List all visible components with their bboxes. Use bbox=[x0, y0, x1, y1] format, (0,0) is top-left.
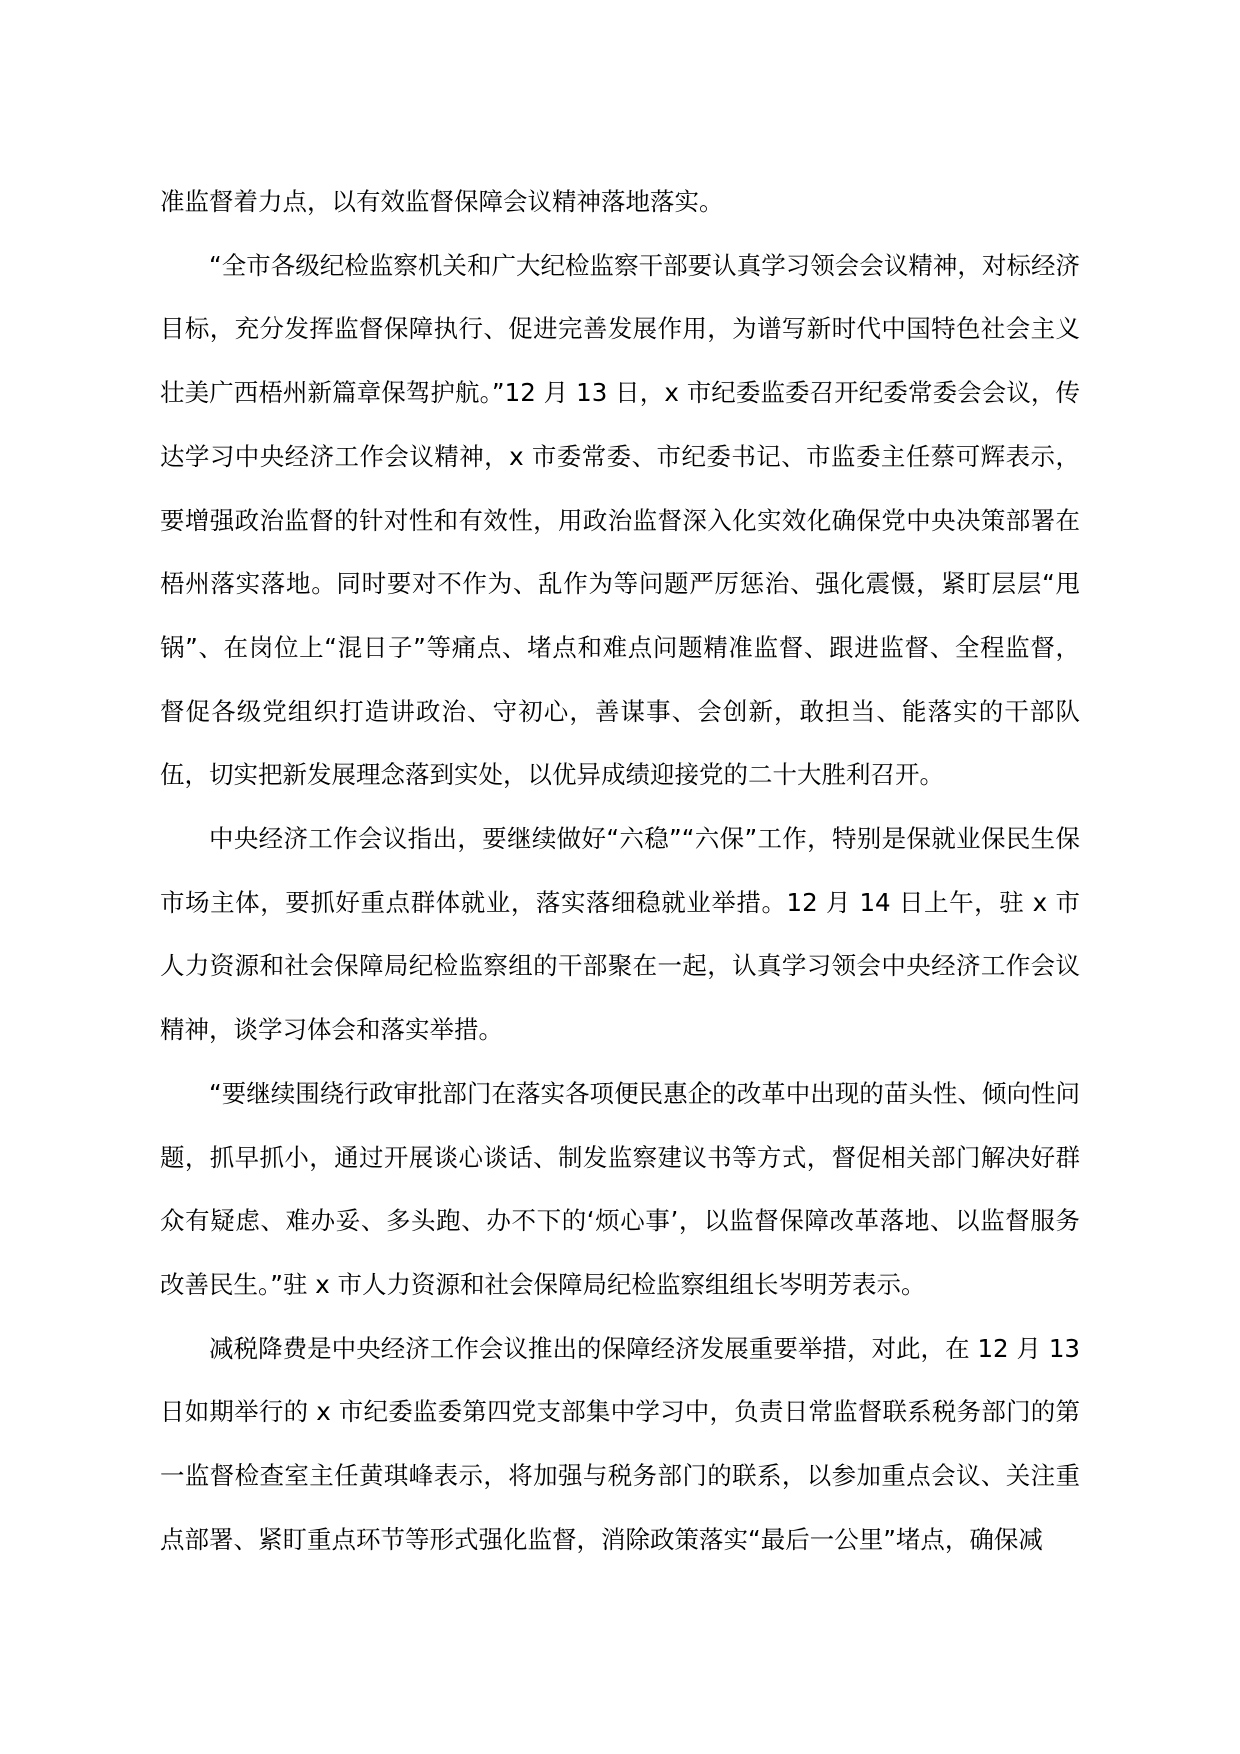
paragraph-six-stability: 中央经济工作会议指出，要继续做好“六稳”“六保”工作，特别是保就业保民生保市场主体，要抓好重点群体就业，落实落细稳就业举措。12 月 14 日上午，驻 x 市人力资源和社会保障局纪检监察组的干部聚在一起，认真学习领会中央经济工作会议精神，谈学习体会和落实举措。 bbox=[160, 824, 1080, 1045]
paragraph-quote-cai: “全市各级纪检监察机关和广大纪检监察干部要认真学习领会会议精神，对标经济目标，充分发挥监督保障执行、促进完善发展作用，为谱写新时代中国特色社会主义壮美广西梧州新篇章保驾护航。”12 月 13 日，x 市纪委监委召开纪委常委会会议，传达学习中央经济工作会议精神，x 市委常委、市纪委书记、市监委主任蔡可辉表示，要增强政治监督的针对性和有效性，用政治监督深入化实效化确保党中央决策部署在梧州落实落地。同时要对不作为、乱作为等问题严厉惩治、强化震慑，紧盯层层“甩锅”、在岗位上“混日子”等痛点、堵点和难点问题精准监督、跟进监督、全程监督，督促各级党组织打造讲政治、守初心，善谋事、会创新，敢担当、能落实的干部队伍，切实把新发展理念落到实处，以优异成绩迎接党的二十大胜利召开。 bbox=[160, 250, 1080, 790]
document-body bbox=[160, 170, 1080, 1571]
paragraph-continuation: 准监督着力点，以有效监督保障会议精神落地落实。 bbox=[160, 187, 724, 216]
paragraph-quote-cen: “要继续围绕行政审批部门在落实各项便民惠企的改革中出现的苗头性、倾向性问题，抓早抓小，通过开展谈心谈话、制发监察建议书等方式，督促相关部门解决好群众有疑虑、难办妥、多头跑、办不下的‘烦心事’，以监督保障改革落地、以监督服务改善民生。”驻 x 市人力资源和社会保障局纪检监察组组长岑明芳表示。 bbox=[160, 1078, 1080, 1299]
paragraph-tax-reduction: 减税降费是中央经济工作会议推出的保障经济发展重要举措，对此，在 12 月 13 日如期举行的 x 市纪委监委第四党支部集中学习中，负责日常监督联系税务部门的第一监督检查室主任黄琪峰表示，将加强与税务部门的联系，以参加重点会议、关注重点部署、紧盯重点环节等形式强化监督，消除政策落实“最后一公里”堵点，确保减 bbox=[160, 1333, 1080, 1554]
